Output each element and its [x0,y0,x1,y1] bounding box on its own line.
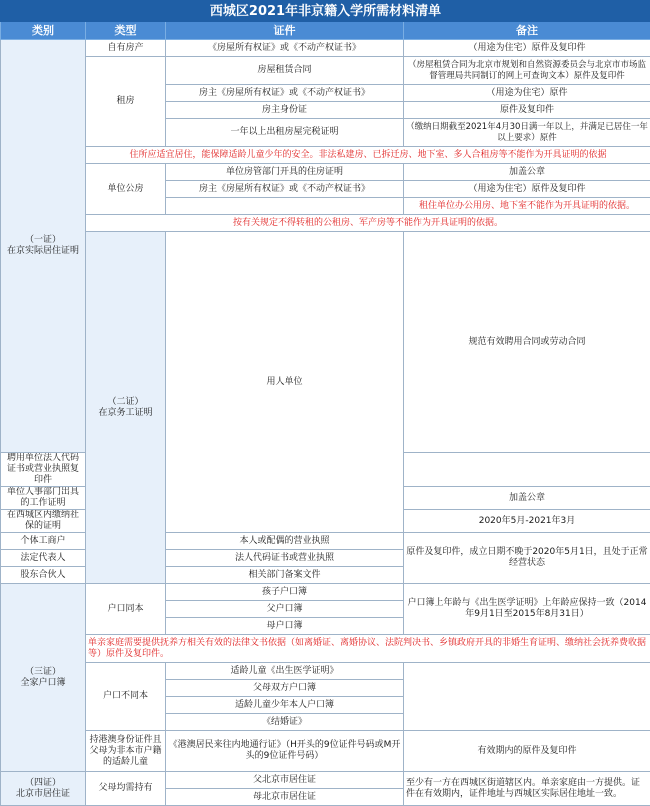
remark-social-security: 2020年5月-2021年3月 [404,510,650,533]
category-cell-4 [1,772,86,806]
unit-note: 租住单位办公用房、地下室不能作为开具证明的依据。 [404,198,650,215]
cert-rent-owner-property: 房主《房屋所有权证》或《不动产权证书》 [166,85,404,102]
type-legal-rep: 法定代表人 [1,550,86,567]
cert-labor-contract: 规范有效聘用合同或劳动合同 [404,232,650,453]
category-3-title: 全家户口簿 [3,678,83,689]
cert-mother-residence: 母北京市居住证 [166,789,404,806]
remark-hk-macau: 有效期内的原件及复印件 [404,731,650,772]
category-1-label: （一证） [3,235,83,246]
cert-employer-license: 聘用单位法人代码证书或营业执照复印件 [1,453,86,487]
category-cell-2 [86,232,166,584]
remark-rent-owner-id: 原件及复印件 [404,102,650,119]
header-type: 类型 [86,22,166,40]
header-remark: 备注 [404,22,650,40]
cert-individual-business: 本人或配偶的营业执照 [166,533,404,550]
cert-child-hukou: 孩子户口簿 [166,584,404,601]
cert-social-security: 在西城区内缴纳社保的证明 [1,510,86,533]
cert-unit-housing-proof: 单位房管部门开具的住房证明 [166,164,404,181]
cert-mother-hukou: 母户口簿 [166,618,404,635]
remark-rent-contract: （房屋租赁合同为北京市规划和自然资源委员会与北京市市场监督管理局共同制订的网上可查询文本）原件及复印件 [404,57,650,85]
cert-shareholder: 相关部门备案文件 [166,567,404,584]
category-4-label: （四证） [3,778,83,789]
category-2-label: （二证） [88,397,163,408]
remark-unit-housing-proof: 加盖公章 [404,164,650,181]
type-same-hukou: 户口同本 [86,584,166,635]
type-employer: 用人单位 [166,232,404,533]
type-diff-hukou: 户口不同本 [86,663,166,731]
remark-unit-owner-property: （用途为住宅）原件及复印件 [404,181,650,198]
type-hk-macau: 持港澳身份证件且父母为非本市户籍的适龄儿童 [86,731,166,772]
cert-parents-hukou: 父母双方户口簿 [166,680,404,697]
category-1-title: 在京实际居住证明 [3,246,83,257]
cert-father-residence: 父北京市居住证 [166,772,404,789]
remark-rent-tax: （缴纳日期截至2021年4月30日满一年以上，并满足已居住一年以上要求）原件 [404,119,650,147]
header-certificate: 证件 [166,22,404,40]
table-title: 西城区2021年非京籍入学所需材料清单 [1,1,650,22]
type-individual-business: 个体工商户 [1,533,86,550]
category-3-label: （三证） [3,667,83,678]
remark-business: 原件及复印件，成立日期不晚于2020年5月1日，且处于正常经营状态 [404,533,650,584]
category-2-title: 在京务工证明 [88,408,163,419]
cert-hk-macau-permit: 《港澳居民来往内地通行证》（H开头的9位证件号码或M开头的9位证件号码） [166,731,404,772]
cert-father-hukou: 父户口簿 [166,601,404,618]
category-4-title: 北京市居住证 [3,789,83,800]
cert-rent-owner-id: 房主身份证 [166,102,404,119]
cert-birth-cert: 适龄儿童《出生医学证明》 [166,663,404,680]
cert-rent-tax: 一年以上出租房屋完税证明 [166,119,404,147]
single-parent-note: 单亲家庭需要提供抚养方相关有效的法律文书依据（如离婚证、离婚协议、法院判决书、乡镇政府开具的非婚生育证明、缴纳社会抚养费收据等）原件及复印件。 [86,635,650,663]
rent-note: 住所应适宜居住，能保障适龄儿童少年的安全。非法私建房、已拆迁房、地下室、多人合租房等不能作为开具证明的依据 [86,147,650,164]
remark-work-proof: 加盖公章 [404,487,650,510]
type-shareholder: 股东合伙人 [1,567,86,584]
remark-residence: 至少有一方在西城区街道辖区内。单亲家庭由一方提供。证件在有效期内，证件地址与西城区实际居住地址一致。 [404,772,650,806]
type-both-parents: 父母均需持有 [86,772,166,806]
cert-unit-owner-property: 房主《房屋所有权证》或《不动产权证书》 [166,181,404,198]
category-cell-1 [1,40,86,453]
section1-note: 按有关规定不得转租的公租房、军产房等不能作为开具证明的依据。 [86,215,650,232]
category-cell-3 [1,584,86,772]
type-unit-housing: 单位公房 [86,164,166,215]
cert-legal-rep: 法人代码证书或营业执照 [166,550,404,567]
type-own-property: 自有房产 [86,40,166,57]
cert-marriage: 《结婚证》 [166,714,404,731]
cert-own-property: 《房屋所有权证》或《不动产权证书》 [166,40,404,57]
remark-rent-owner-property: （用途为住宅）原件 [404,85,650,102]
header-category: 类别 [1,22,86,40]
type-rent: 租房 [86,57,166,147]
remark-employer-license [404,453,650,487]
cert-child-own-hukou: 适龄儿童少年本人户口簿 [166,697,404,714]
cert-rent-contract: 房屋租赁合同 [166,57,404,85]
remark-own-property: （用途为住宅）原件及复印件 [404,40,650,57]
cert-work-proof: 单位人事部门出具的工作证明 [1,487,86,510]
remark-same-hukou: 户口簿上年龄与《出生医学证明》上年龄应保持一致（2014年9月1日至2015年8月31日） [404,584,650,635]
